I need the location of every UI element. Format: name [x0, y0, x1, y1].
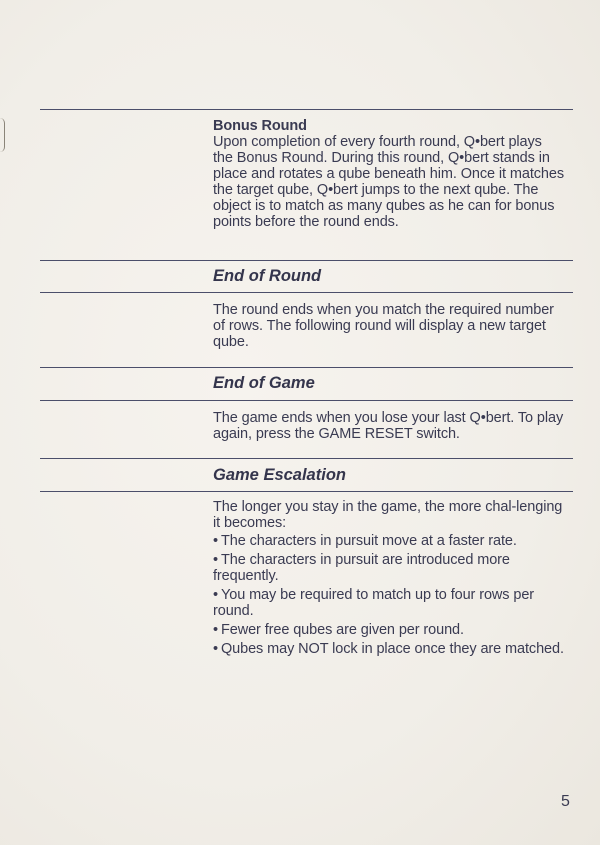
- bonus-round-section: [213, 118, 565, 230]
- end-of-round-title: End of Round: [213, 267, 322, 285]
- divider-rule: [40, 260, 573, 261]
- list-item: [213, 587, 565, 619]
- divider-rule: [40, 491, 573, 492]
- end-of-game-title: End of Game: [213, 374, 315, 392]
- bullet-point: •: [213, 622, 218, 638]
- bullet-text: Qubes may NOT lock in place once they are matched.: [220, 641, 564, 657]
- game-escalation-intro: The longer you stay in the game, the more chal-lenging it becomes:: [213, 499, 563, 531]
- divider-rule: [40, 292, 573, 293]
- game-escalation-title: Game Escalation: [213, 466, 346, 484]
- bullet-point: •: [213, 641, 218, 657]
- bullet-point: •: [213, 552, 218, 568]
- bonus-round-body: Upon completion of every fourth round, Q•bert plays the Bonus Round. During this round, Q•bert stands in place and rotates a qube beneath him. Once it matches the target qube, Q•bert jumps to the next qube. The object is to match as many qubes as he can for bonus points before the round ends.: [213, 134, 564, 230]
- divider-rule: [40, 109, 573, 110]
- divider-rule: [40, 458, 573, 459]
- bullet-text: You may be required to match up to four rows per round.: [213, 587, 535, 619]
- page-number: 5: [561, 793, 570, 810]
- bullet-point: •: [213, 587, 218, 603]
- end-of-round-body: The round ends when you match the required number of rows. The following round will display a new target qube.: [213, 302, 554, 350]
- list-item: [213, 641, 565, 657]
- bullet-text: The characters in pursuit move at a faster rate.: [220, 533, 517, 549]
- divider-rule: [40, 400, 573, 401]
- bullet-text: The characters in pursuit are introduced more frequently.: [213, 552, 510, 584]
- end-of-game-body: The game ends when you lose your last Q•bert. To play again, press the GAME RESET switch.: [213, 410, 564, 442]
- game-escalation-section: [213, 499, 565, 660]
- list-item: [213, 533, 565, 549]
- list-item: [213, 552, 565, 584]
- list-item: [213, 622, 565, 638]
- divider-rule: [40, 367, 573, 368]
- bullet-point: •: [213, 533, 218, 549]
- binding-mark: [0, 118, 5, 152]
- bonus-round-title: Bonus Round: [213, 118, 307, 134]
- bullet-text: Fewer free qubes are given per round.: [220, 622, 464, 638]
- escalation-bullet-list: [213, 533, 565, 657]
